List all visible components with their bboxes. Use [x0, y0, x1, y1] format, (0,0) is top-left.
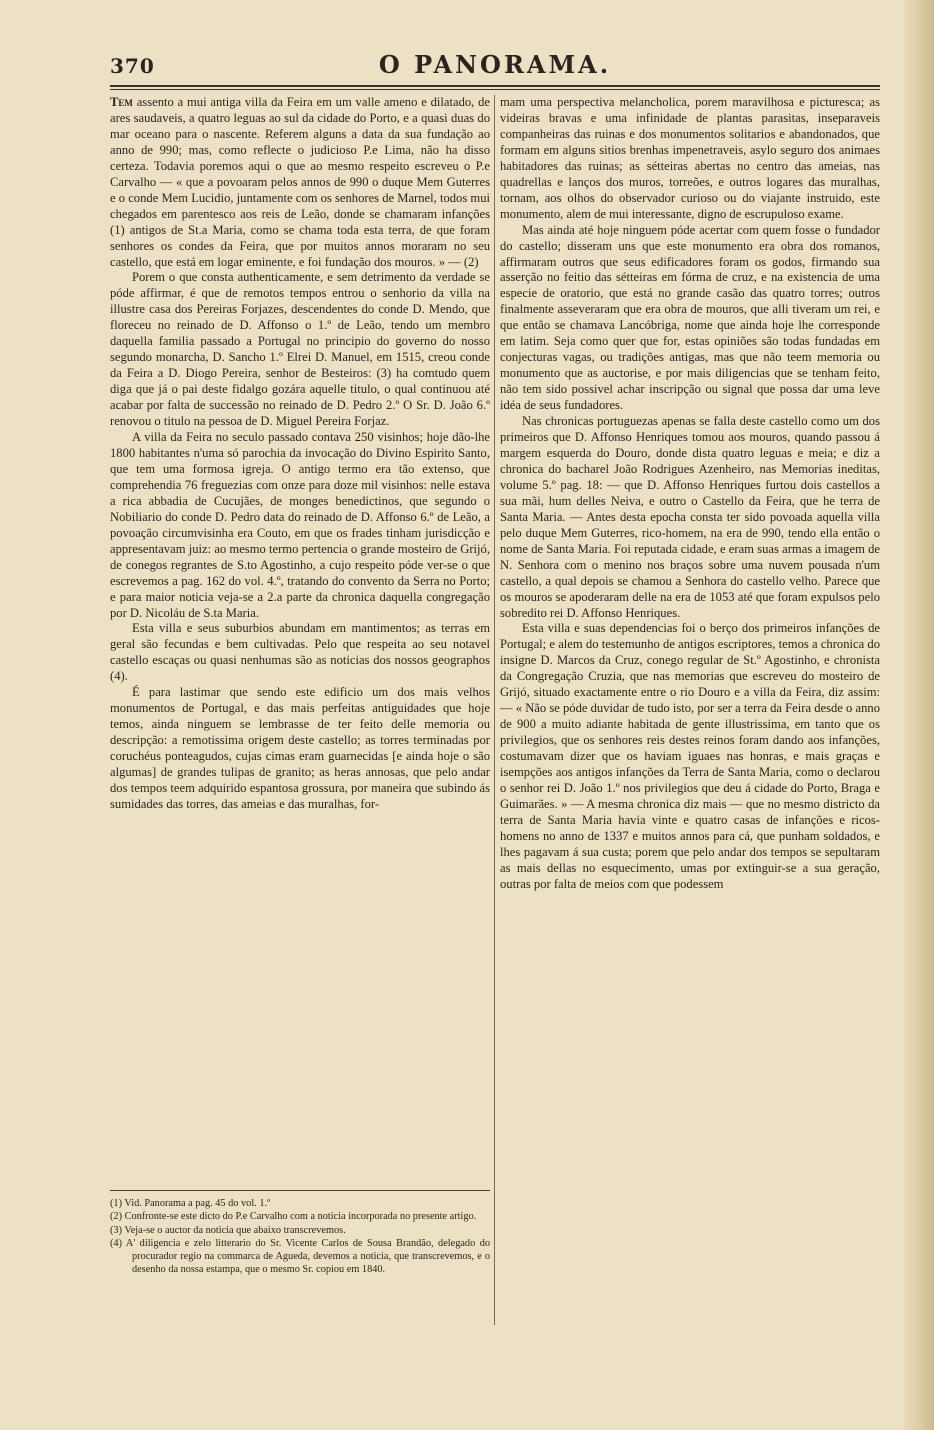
left-column	[110, 95, 490, 813]
footnote: (1) Vid. Panorama a pag. 45 do vol. 1.º	[110, 1198, 271, 1209]
right-column	[500, 95, 880, 893]
paragraph: Mas ainda até hoje ninguem póde acertar com quem fosse o fundador do castello; disseram uns que este monumento era obra dos romanos, affirmaram outros que seus edificadores foram os godos, firmando sua asserção no feitio das sétteiras em fórma de cruz, e na existencia de uma especie de oratorio, que está no grande casão das quatro torres; outros finalmente asseveraram que era obra de mouros, que alli tiveram um rei, e que então se chamava Lancóbriga, nome que ainda hoje lhe corresponde em latim. Seja como quer que for, estas opiniões são todas fundadas em conjecturas vagas, ou tradições antigas, mas que não teem memoria ou monumento que as auctorise, e por mais diligencias que se tenham feito, não tem sido possivel achar inscripção ou signal que possa dar uma leve idéa de seus fundadores.	[500, 222, 880, 413]
footnote-rule	[110, 1190, 490, 1191]
footnote: (3) Veja-se o auctor da noticia que abaixo transcrevemos.	[110, 1224, 346, 1236]
paragraph: mam uma perspectiva melancholica, porem maravilhosa e picturesca; as videiras bravas e uma infinidade de plantas parasitas, inseparaveis companheiras das ruinas e dos monumentos solitarios e abandonados, que formam em alguns sitios brenhas impenetraveis, asylo seguro dos animaes habitadores das ruinas; as sétteiras abertas no centro das ameias, nas quadrellas e lanços dos muros, torreões, e outros logares das muralhas, tornam, aos olhos do observador curioso ou do viajante instruido, este monumento, alem de mui interessante, digno de escrupuloso exame.	[500, 95, 880, 221]
header-rule-thin	[110, 89, 880, 90]
dropcap-word: Tem	[110, 95, 133, 109]
paragraph: Porem o que consta authenticamente, e sem detrimento da verdade se póde affirmar, é que de remotos tempos entrou o senhorio da villa na illustre casa dos Pereiras Forjazes, descendentes do conde D. Mendo, que floreceu no reinado de D. Affonso o 1.º de Leão, tendo um membro daquella familia passado a Portugal no principio do governo do nosso segundo monarcha, D. Sancho 1.º Elrei D. Manuel, em 1515, creou conde da Feira a D. Diogo Pereira, senhor de Besteiros: (3) ha comtudo quem diga que já o pai deste fidalgo gozára aquelle titulo, o qual continuou até acabar por falta de successão no reinado de D. Pedro 2.º O Sr. D. João 6.º renovou o titulo na pessoa de D. Miguel Pereira Forjaz.	[110, 270, 490, 429]
page-number: 370	[110, 54, 155, 78]
page-header	[110, 50, 880, 84]
paragraph: A villa da Feira no seculo passado contava 250 visinhos; hoje dão-lhe 1800 habitantes n'uma só parochia da invocação do Divino Espirito Santo, que tem uma formosa igreja. O antigo termo era tão extenso, que comprehendia 76 freguezias com onze para doze mil visinhos: nelle estava a rica abbadia de Cucujães, de monges benedictinos, que segundo o Nobiliario do conde D. Pedro data do reinado de D. Affonso 6.º de Leão, a povoação circumvisinha era Couto, em que os frades tinham jurisdicção e appresentavam juiz: ao mesmo termo pertencia o grande mosteiro de Grijó, de conegos regrantes de S.to Agostinho, a cujo respeito póde ver-se o que escrevemos a pag. 162 do vol. 4.º, tratando do convento da Serra no Porto; e para maior noticia veja-se a 2.a parte da chronica daquella congregação por D. Nicoláu de S.ta Maria.	[110, 430, 490, 620]
paragraph: É para lastimar que sendo este edificio um dos mais velhos monumentos de Portugal, e das mais perfeitas antiguidades que hoje temos, ainda ninguem se lembrasse de ter feito delle memoria ou descripção: a remotissima origem deste castello; as torres terminadas por coruchéus ponteagudos, cujas cimas eram guarnecidas [e ainda hoje o são algumas] de grandes tulipas de granito; as heras annosas, que pelo andar dos tempos teem adquirido espantosa grossura, por maneira que subindo ás sumidades das torres, das ameias e das muralhas, for-	[110, 685, 490, 811]
footnote: (2) Confronte-se este dicto do P.e Carvalho com a noticia incorporada no presente artigo.	[110, 1211, 477, 1223]
footnote: (4) A' diligencia e zelo litterario do Sr. Vicente Carlos de Sousa Brandão, delegado do procurador regio na commarca de Agueda, devemos a noticia, que transcrevemos, e o desenho da nossa estampa, que o mesmo Sr. copiou em 1840.	[110, 1237, 490, 1276]
column-divider	[494, 95, 495, 1325]
header-rule	[110, 85, 880, 87]
paragraph: Esta villa e seus suburbios abundam em mantimentos; as terras em geral são fecundas e bem cultivadas. Pelo que respeita ao seu notavel castello escaças ou quasi nenhumas são as noticias dos nossos geographos (4).	[110, 621, 490, 684]
page-binding-shadow	[904, 0, 934, 1430]
page-title: O PANORAMA.	[378, 50, 612, 79]
paragraph: Nas chronicas portuguezas apenas se falla deste castello como um dos primeiros que D. Affonso Henriques tomou aos mouros, quando passou á margem esquerda do Douro, donde dista quatro leguas e meia; e diz a chronica do bacharel João Rodrigues Azenheiro, nas Memorias ineditas, volume 5.º pag. 18: — que D. Affonso Henriques furtou dois castellos a sua mãi, hum delles Neiva, e outro o Castello da Feira, que he terra de Santa Maria. — Antes desta epocha consta ter sido povoada aquella villa pelo duque Mem Guterres, rico-homem, na era de 990, tendo ella então o nome de Santa Maria. Foi reputada cidade, e eram suas armas a imagem de N. Senhora com o menino nos braços sobre uma nuvem pousada n'um castello, a qual depois se chamou a Senhora do castello velho. Parece que os mouros se apoderaram delle na era de 1053 até que foram expulsos pelo sobredito rei D. Affonso Henriques.	[500, 414, 880, 620]
footnotes	[110, 1197, 490, 1277]
paragraph	[110, 95, 490, 270]
paragraph-text: assento a mui antiga villa da Feira em um valle ameno e dilatado, de ares saudaveis, a quatro leguas ao sul da cidade do Porto, e a quasi duas do mar oceano para o nascente. Referem alguns a data da sua fundação ao anno de 990; mas, como reflecte o judicioso P.e Lima, não ha disso certeza. Todavia poremos aqui o que ao mesmo respeito escreveu o P.e Carvalho — « que a povoaram pelos annos de 990 o duque Mem Guterres e o conde Mem Lucidio, juntamente com os senhores de Marnel, todos mui chegados em parentesco aos reis de Leão, donde se chamaram infanções (1) antigos de St.a Maria, como se chama toda esta terra, de que foram senhores os condes da Feira, que por muitos annos moraram no seu castello, que está em logar eminente, e foi fundação dos mouros. » — (2)	[110, 95, 490, 269]
paragraph: Esta villa e suas dependencias foi o berço dos primeiros infanções de Portugal; e alem do testemunho de antigos escriptores, temos a chronica do insigne D. Marcos da Cruz, conego regular de St.º Agostinho, e chronista da Congregação Cruzia, que nas memorias que escreveu do mosteiro de Grijó, situado exactamente entre o rio Douro e a villa da Feira, diz assim: — « Não se póde duvidar de tudo isto, por ser a terra da Feira desde o anno de 900 a muito adiante habitada de gente illustrissima, em tanto que os privilegios, que os senhores reis destes reinos foram dando aos infanções, costumavam dizer que os haviam iguaes nas honras, e mais graças e isempções aos antigos infanções da Terra de Santa Maria, como o declarou o senhor rei D. João 1.º nos privilegios que deu á cidade do Porto, Braga e Guimarães. » — A mesma chronica diz mais — que no mesmo districto da terra de Santa Maria havia vinte e quatro casas de infanções e ricos-homens no anno de 1337 e muitos annos para cá, que punham soldados, e lhes pagavam á sua custa; porem que pelo andar dos tempos se sepultaram as mais dellas no esquecimento, umas por extinguir-se a sua geração, outras por falta de meios com que podessem	[500, 621, 880, 891]
